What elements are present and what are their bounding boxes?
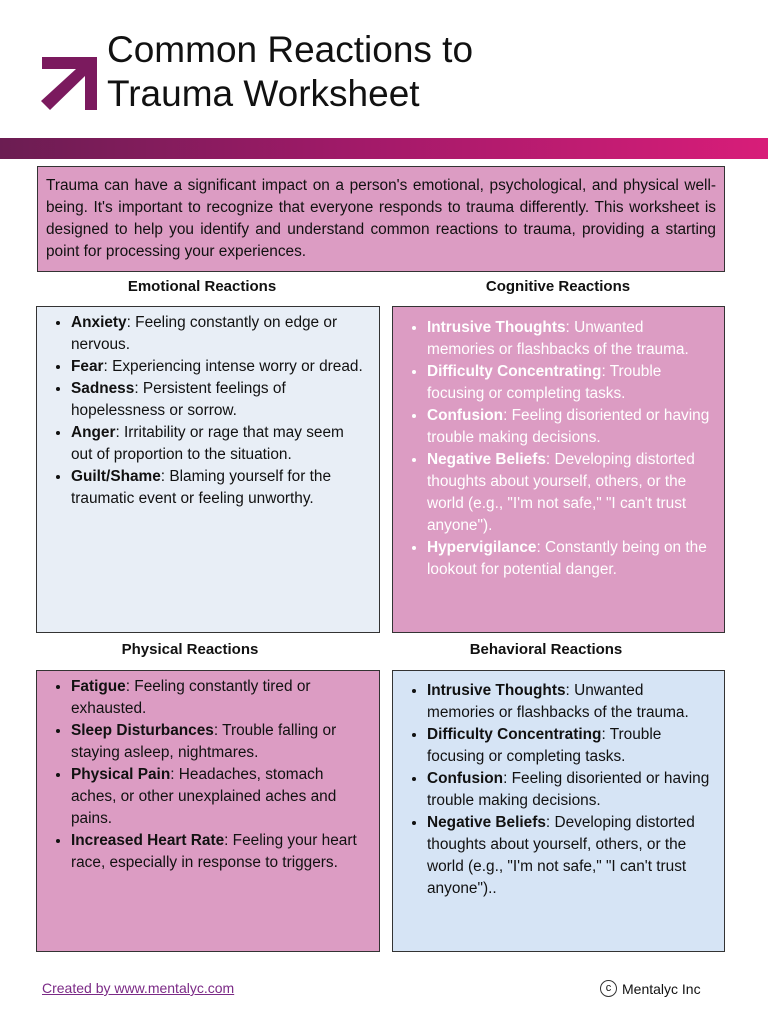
emotional-item-term: Fear bbox=[71, 358, 104, 375]
cognitive-item-desc: : Feeling disoriented or having trouble making decisions. bbox=[427, 407, 710, 446]
behavioral-item-desc: : Feeling disoriented or having trouble making decisions. bbox=[427, 770, 710, 809]
page-header bbox=[0, 0, 768, 140]
physical-item-term: Increased Heart Rate bbox=[71, 832, 225, 849]
physical-item bbox=[71, 720, 369, 764]
behavioral-item-term: Difficulty Concentrating bbox=[427, 726, 602, 743]
emotional-heading: Emotional Reactions bbox=[127, 278, 277, 295]
behavioral-item bbox=[427, 680, 714, 724]
cognitive-item-desc: : Unwanted memories or flashbacks of the trauma. bbox=[427, 319, 689, 358]
emotional-item-desc: : Feeling constantly on edge or nervous. bbox=[71, 314, 338, 353]
behavioral-item bbox=[427, 724, 714, 768]
footer-brand bbox=[600, 980, 701, 997]
emotional-list bbox=[37, 312, 369, 510]
cognitive-box bbox=[392, 306, 725, 633]
title-line-1: Common Reactions to bbox=[107, 29, 474, 70]
emotional-item bbox=[71, 422, 369, 466]
cognitive-item-desc: : Trouble focusing or completing tasks. bbox=[427, 363, 662, 402]
physical-box bbox=[36, 670, 380, 952]
footer-credit-link[interactable]: Created by www.mentalyc.com bbox=[42, 980, 235, 996]
physical-item-term: Fatigue bbox=[71, 678, 126, 695]
emotional-item-term: Anxiety bbox=[71, 314, 127, 331]
behavioral-box bbox=[392, 670, 725, 952]
cognitive-item-term: Hypervigilance bbox=[427, 539, 537, 556]
physical-item bbox=[71, 830, 369, 874]
emotional-item bbox=[71, 378, 369, 422]
cognitive-item bbox=[427, 449, 714, 537]
physical-item-desc: : Trouble falling or staying asleep, nightmares. bbox=[71, 722, 337, 761]
physical-heading: Physical Reactions bbox=[121, 641, 259, 658]
emotional-item-desc: : Blaming yourself for the traumatic event or feeling unworthy. bbox=[71, 468, 332, 507]
cognitive-item bbox=[427, 317, 714, 361]
physical-item-desc: : Feeling constantly tired or exhausted. bbox=[71, 678, 311, 717]
title-line-2: Trauma Worksheet bbox=[107, 73, 420, 114]
physical-item bbox=[71, 764, 369, 830]
emotional-item bbox=[71, 312, 369, 356]
emotional-box bbox=[36, 306, 380, 633]
physical-item-desc: : Headaches, stomach aches, or other unexplained aches and pains. bbox=[71, 766, 337, 827]
cognitive-list bbox=[393, 317, 714, 581]
behavioral-item bbox=[427, 812, 714, 900]
page-title bbox=[107, 28, 707, 116]
physical-list bbox=[37, 676, 369, 874]
behavioral-item-desc: : Developing distorted thoughts about yourself, others, or the world (e.g., "I'm not safe," "I can't trust anyone").. bbox=[427, 814, 695, 897]
copyright-icon: c bbox=[600, 980, 617, 997]
behavioral-heading: Behavioral Reactions bbox=[469, 641, 623, 658]
physical-item bbox=[71, 676, 369, 720]
arrow-up-right-icon bbox=[38, 52, 102, 112]
cognitive-item-term: Confusion bbox=[427, 407, 504, 424]
emotional-item-desc: : Irritability or rage that may seem out of proportion to the situation. bbox=[71, 424, 344, 463]
emotional-item bbox=[71, 466, 369, 510]
behavioral-item-term: Intrusive Thoughts bbox=[427, 682, 566, 699]
behavioral-item-desc: : Trouble focusing or completing tasks. bbox=[427, 726, 662, 765]
emotional-item-term: Anger bbox=[71, 424, 116, 441]
emotional-item bbox=[71, 356, 369, 378]
intro-text: Trauma can have a significant impact on a person's emotional, psychological, and physical well-being. It's important to recognize that everyone responds to trauma differently. This worksheet is designed to help you identify and understand common reactions to trauma, providing a starting point for processing your experiences. bbox=[46, 177, 716, 260]
behavioral-item-term: Negative Beliefs bbox=[427, 814, 546, 831]
behavioral-item bbox=[427, 768, 714, 812]
cognitive-item-term: Negative Beliefs bbox=[427, 451, 546, 468]
emotional-item-term: Guilt/Shame bbox=[71, 468, 161, 485]
physical-item-term: Sleep Disturbances bbox=[71, 722, 214, 739]
cognitive-item bbox=[427, 361, 714, 405]
emotional-item-desc: : Experiencing intense worry or dread. bbox=[103, 358, 363, 375]
behavioral-item-desc: : Unwanted memories or flashbacks of the trauma. bbox=[427, 682, 689, 721]
cognitive-item-term: Intrusive Thoughts bbox=[427, 319, 566, 336]
cognitive-heading: Cognitive Reactions bbox=[485, 278, 631, 295]
physical-item-term: Physical Pain bbox=[71, 766, 171, 783]
cognitive-item bbox=[427, 537, 714, 581]
brand-name: Mentalyc Inc bbox=[622, 980, 701, 997]
physical-item-desc: : Feeling your heart race, especially in response to triggers. bbox=[71, 832, 357, 871]
emotional-item-desc: : Persistent feelings of hopelessness or sorrow. bbox=[71, 380, 286, 419]
cognitive-item-desc: : Constantly being on the lookout for potential danger. bbox=[427, 539, 707, 578]
behavioral-list bbox=[393, 680, 714, 900]
intro-box bbox=[37, 166, 725, 272]
behavioral-item-term: Confusion bbox=[427, 770, 504, 787]
cognitive-item-term: Difficulty Concentrating bbox=[427, 363, 602, 380]
gradient-divider bbox=[0, 138, 768, 159]
cognitive-item-desc: : Developing distorted thoughts about yourself, others, or the world (e.g., "I'm not safe," "I can't trust anyone"). bbox=[427, 451, 695, 534]
emotional-item-term: Sadness bbox=[71, 380, 135, 397]
cognitive-item bbox=[427, 405, 714, 449]
